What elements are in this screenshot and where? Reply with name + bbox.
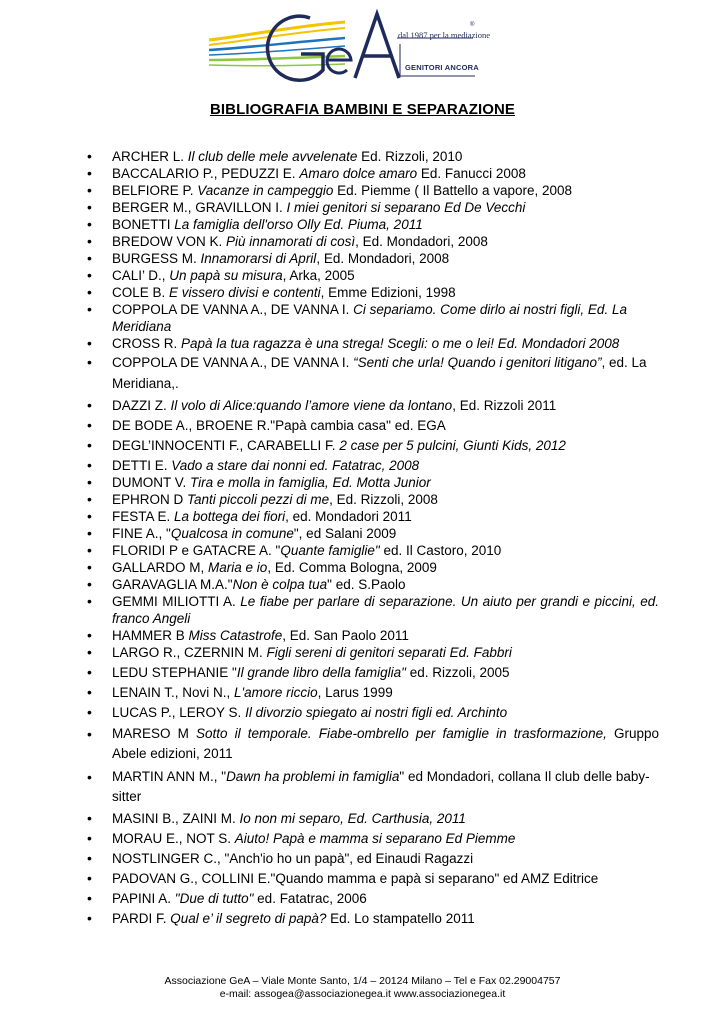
bibliography-entry bbox=[87, 870, 659, 887]
entry-text: PAPINI A. bbox=[112, 891, 175, 906]
bibliography-entry bbox=[87, 724, 659, 764]
entry-text: , Ed. Rizzoli 2011 bbox=[452, 398, 557, 413]
entry-text: , ed. Mondadori 2011 bbox=[285, 509, 412, 524]
bibliography-entry bbox=[87, 216, 659, 233]
bibliography-entry bbox=[87, 474, 659, 491]
letterhead bbox=[0, 0, 725, 92]
entry-text: LUCAS P., LEROY S. bbox=[112, 705, 246, 720]
bibliography-entry bbox=[87, 199, 659, 216]
entry-text: Ed. Rizzoli, 2010 bbox=[357, 149, 463, 164]
entry-title-text: 2 case per 5 pulcini, Giunti Kids, 2012 bbox=[339, 438, 566, 453]
entry-text: , Emme Edizioni, 1998 bbox=[320, 285, 456, 300]
entry-title-text: Figli sereni di genitori separati Ed. Fabbri bbox=[266, 645, 512, 660]
entry-title-text: Amaro dolce amaro bbox=[299, 166, 418, 181]
bibliography-entry bbox=[87, 810, 659, 827]
entry-title-text: Il volo di Alice:quando l’amore viene da lontano bbox=[170, 398, 453, 413]
bibliography-entry bbox=[87, 576, 659, 593]
entry-text: ed. Il Castoro, 2010 bbox=[379, 543, 502, 558]
entry-text: CROSS R. bbox=[112, 336, 182, 351]
entry-text: BONETTI bbox=[112, 217, 175, 232]
entry-text: Ed. Piemme ( Il Battello a vapore, 2008 bbox=[333, 183, 573, 198]
bibliography-entry bbox=[87, 352, 659, 394]
page-title: BIBLIOGRAFIA BAMBINI E SEPARAZIONE bbox=[209, 101, 516, 118]
entry-title-text: Io non mi separo, Ed. Carthusia, 2011 bbox=[239, 811, 466, 826]
entry-text: COLE B. bbox=[112, 285, 170, 300]
entry-text: LARGO R., CZERNIN M. bbox=[112, 645, 267, 660]
entry-text: GEMMI MILIOTTI A. bbox=[112, 594, 241, 609]
entry-text: COPPOLA DE VANNA A., DE VANNA I. bbox=[112, 302, 354, 317]
entry-text: ", ed Salani 2009 bbox=[293, 526, 397, 541]
entry-title-text: La famiglia dell'orso Olly Ed. Piuma, 2011 bbox=[174, 217, 423, 232]
registered-mark: ® bbox=[470, 22, 475, 28]
entry-text: LEDU STEPHANIE " bbox=[112, 665, 237, 680]
entry-text: FLORIDI P e GATACRE A. " bbox=[112, 543, 281, 558]
bibliography-entry bbox=[87, 644, 659, 661]
entry-text: BERGER M., GRAVILLON I. bbox=[112, 200, 287, 215]
entry-text: , Arka, 2005 bbox=[282, 268, 355, 283]
entry-text: MARESO M bbox=[112, 726, 197, 741]
bibliography-entry bbox=[87, 301, 659, 335]
entry-title-text: "Due di tutto" bbox=[174, 891, 254, 906]
entry-text: , Ed. Mondadori, 2008 bbox=[316, 251, 450, 266]
bibliography-entry bbox=[87, 335, 659, 352]
entry-text: BREDOW VON K. bbox=[112, 234, 227, 249]
bibliography-entry bbox=[87, 664, 659, 681]
entry-text: " ed. S.Paolo bbox=[327, 577, 406, 592]
entry-text: CALI’ D., bbox=[112, 268, 170, 283]
bibliography-entry bbox=[87, 284, 659, 301]
bibliography-entry bbox=[87, 627, 659, 644]
entry-title-text: Non è colpa tua bbox=[232, 577, 328, 592]
entry-text: " ed Mondadori, collana Il club delle baby-sitter bbox=[112, 769, 650, 804]
entry-text: NOSTLINGER C., "Anch'io ho un papà", ed Einaudi Ragazzi bbox=[112, 851, 474, 866]
entry-title-text: Più innamorati di così bbox=[226, 234, 356, 249]
bibliography-entry bbox=[87, 437, 659, 454]
bibliography-entry bbox=[87, 233, 659, 250]
entry-text: Ed. Lo stampatello 2011 bbox=[326, 911, 475, 926]
entry-title-text: Qual e’ il segreto di papà? bbox=[170, 911, 327, 926]
entry-title-text: L'amore riccio bbox=[234, 685, 318, 700]
entry-title-text: Vacanze in campeggio bbox=[197, 183, 334, 198]
entry-title-text: Papà la tua ragazza è una strega! Scegli: o me o lei! Ed. Mondadori 2008 bbox=[181, 336, 620, 351]
entry-text: EPHRON D bbox=[112, 492, 188, 507]
entry-text: PARDI F. bbox=[112, 911, 171, 926]
entry-text: HAMMER B bbox=[112, 628, 189, 643]
bibliography-entry bbox=[87, 525, 659, 542]
bibliography-entry bbox=[87, 767, 659, 807]
entry-title-text: Tira e molla in famiglia, Ed. Motta Junior bbox=[190, 475, 431, 490]
bibliography-entry bbox=[87, 250, 659, 267]
entry-text: GARAVAGLIA M.A." bbox=[112, 577, 233, 592]
entry-text: DETTI E. bbox=[112, 458, 172, 473]
bibliography-entry bbox=[87, 508, 659, 525]
entry-title-text: Le fiabe per parlare di separazione. Un aiuto per grandi e piccini, ed. franco Angeli bbox=[112, 594, 659, 626]
bibliography-entry bbox=[87, 684, 659, 701]
bibliography-entry bbox=[87, 397, 659, 414]
entry-text: , ed. La Meridiana,. bbox=[112, 355, 647, 391]
entry-title-text: Innamorarsi di April bbox=[200, 251, 317, 266]
bibliography-entry bbox=[87, 457, 659, 474]
bibliography-entry bbox=[87, 165, 659, 182]
entry-title-text: Sotto il temporale. Fiabe-ombrello per famiglie in trasformazione, bbox=[196, 726, 607, 741]
entry-text: Gruppo Abele edizioni, 2011 bbox=[112, 726, 660, 761]
bibliography-entry bbox=[87, 593, 659, 627]
entry-text: DAZZI Z. bbox=[112, 398, 171, 413]
entry-text: MARTIN ANN M., " bbox=[112, 769, 227, 784]
entry-title-text: Il divorzio spiegato ai nostri figli ed. Archinto bbox=[245, 705, 508, 720]
entry-title-text: Maria e io bbox=[208, 560, 268, 575]
entry-text: ed. Rizzoli, 2005 bbox=[405, 665, 510, 680]
entry-title-text: Miss Catastrofe bbox=[188, 628, 283, 643]
entry-title-text: Tanti piccoli pezzi di me bbox=[187, 492, 330, 507]
footer-contacts: e-mail: assogea@associazionegea.it www.associazionegea.it bbox=[219, 988, 506, 1000]
entry-text: Ed. Fanucci 2008 bbox=[417, 166, 526, 181]
bibliography-entry bbox=[87, 267, 659, 284]
bibliography-entry bbox=[87, 559, 659, 576]
entry-text: FINE A., " bbox=[112, 526, 171, 541]
gea-logo bbox=[205, 8, 495, 88]
bibliography-entry bbox=[87, 148, 659, 165]
entry-title-text: Vado a stare dai nonni ed. Fatatrac, 2008 bbox=[171, 458, 420, 473]
footer-address: Associazione GeA – Viale Monte Santo, 1/4 – 20124 Milano – Tel e Fax 02.29004757 bbox=[164, 975, 561, 987]
entry-text: LENAIN T., Novi N., bbox=[112, 685, 235, 700]
entry-text: BACCALARIO P., PEDUZZI E. bbox=[112, 166, 300, 181]
entry-title-text: Aiuto! Papà e mamma si separano Ed Piemme bbox=[234, 831, 516, 846]
bibliography-entry bbox=[87, 890, 659, 907]
bibliography-entry bbox=[87, 417, 659, 434]
entry-text: DEGL’INNOCENTI F., CARABELLI F. bbox=[112, 438, 340, 453]
entry-title-text: “Senti che urla! Quando i genitori litigano” bbox=[353, 355, 602, 370]
entry-title-text: E vissero divisi e contenti bbox=[169, 285, 321, 300]
entry-text: , Ed. Comma Bologna, 2009 bbox=[267, 560, 437, 575]
bibliography-entry bbox=[87, 850, 659, 867]
entry-text: BELFIORE P. bbox=[112, 183, 198, 198]
entry-title-text: Qualcosa in comune bbox=[170, 526, 294, 541]
bibliography-list bbox=[87, 148, 659, 927]
bibliography-entry bbox=[87, 704, 659, 721]
entry-text: DE BODE A., BROENE R."Papà cambia casa" ed. EGA bbox=[112, 418, 446, 433]
entry-text: , Ed. San Paolo 2011 bbox=[282, 628, 409, 643]
entry-text: COPPOLA DE VANNA A., DE VANNA I. bbox=[112, 355, 354, 370]
bibliography-entry bbox=[87, 910, 659, 927]
entry-text: ed. Fatatrac, 2006 bbox=[253, 891, 367, 906]
entry-title-text: Ci separiamo. Come dirlo ai nostri figli, Ed. La Meridiana bbox=[112, 302, 627, 334]
entry-text: PADOVAN G., COLLINI E."Quando mamma e papà si separano" ed AMZ Editrice bbox=[112, 871, 599, 886]
entry-title-text: Quante famiglie" bbox=[280, 543, 380, 558]
bibliography-entry bbox=[87, 182, 659, 199]
bibliography-entry bbox=[87, 542, 659, 559]
entry-text: FESTA E. bbox=[112, 509, 175, 524]
bibliography-entry bbox=[87, 830, 659, 847]
entry-title-text: Dawn ha problemi in famiglia bbox=[226, 769, 400, 784]
entry-text: , Ed. Rizzoli, 2008 bbox=[329, 492, 438, 507]
entry-text: MASINI B., ZAINI M. bbox=[112, 811, 240, 826]
entry-title-text: I miei genitori si separano Ed De Vecchi bbox=[286, 200, 526, 215]
entry-title-text: La bottega dei fiori bbox=[174, 509, 286, 524]
bibliography-entry bbox=[87, 491, 659, 508]
logo-tagline-bottom: GENITORI ANCORA bbox=[405, 63, 479, 72]
logo-tagline-top: dal 1987 per la mediazione bbox=[398, 30, 491, 40]
entry-title-text: Il club delle mele avvelenate bbox=[187, 149, 358, 164]
footer bbox=[0, 975, 725, 1001]
entry-text: , Larus 1999 bbox=[317, 685, 393, 700]
entry-text: , Ed. Mondadori, 2008 bbox=[355, 234, 488, 249]
entry-title-text: Un papà su misura bbox=[169, 268, 283, 283]
entry-text: BURGESS M. bbox=[112, 251, 201, 266]
entry-text: MORAU E., NOT S. bbox=[112, 831, 235, 846]
entry-text: DUMONT V. bbox=[112, 475, 191, 490]
entry-text: ARCHER L. bbox=[112, 149, 188, 164]
entry-title-text: Il grande libro della famiglia" bbox=[236, 665, 406, 680]
entry-text: GALLARDO M, bbox=[112, 560, 209, 575]
